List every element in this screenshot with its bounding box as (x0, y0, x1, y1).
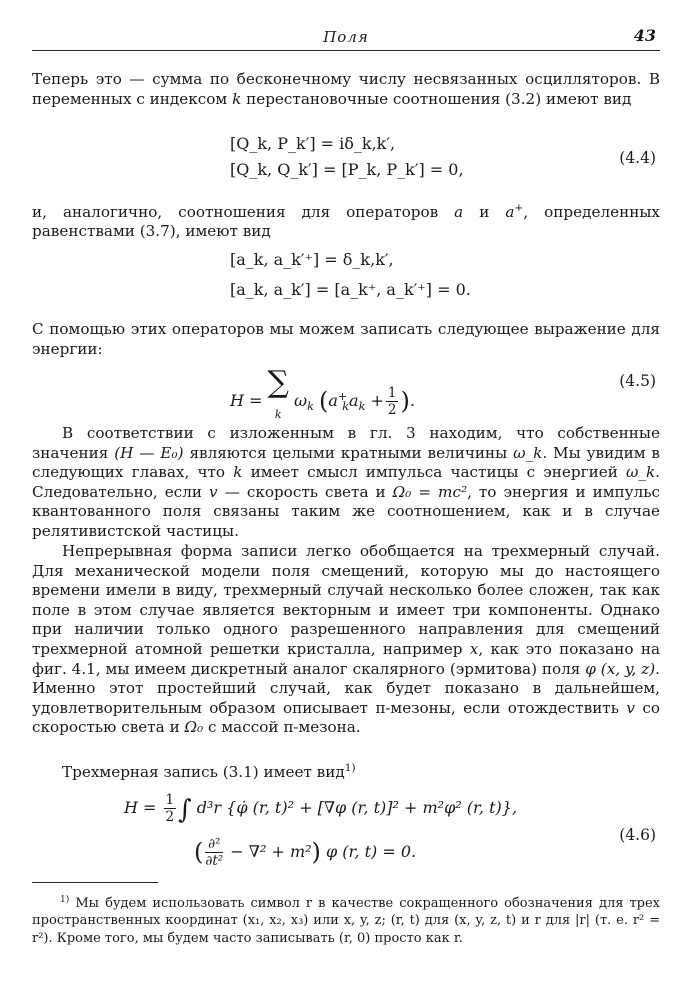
fraction-numerator: 1 (165, 792, 175, 808)
text-run: Трехмерная запись (3.1) имеет вид (62, 762, 345, 781)
sum-operator (268, 366, 289, 428)
equation-number-4-6: (4.6) (619, 826, 656, 844)
math-k: k (232, 89, 242, 108)
math-v: v (209, 482, 218, 501)
paragraph-operators (32, 198, 660, 242)
footnote-mark: 1) (60, 895, 70, 905)
text-run: В соответствии с изложенным в гл. 3 находим, что собственные значения (32, 424, 660, 462)
sum-index: k (274, 408, 282, 421)
equation-4-4-line2: [Q_k, Q_k′] = [P_k, P_k′] = 0, (230, 160, 464, 179)
math-omega-k: ω_k (513, 443, 543, 462)
paragraph-three-dimensional (32, 542, 660, 738)
text-run: . Именно этот простейший случай, как будет показано в дальнейшем, удовлетворительным образом описывает π-мезоны, если отождествить (32, 659, 660, 717)
text-run: со скоростью света и (32, 698, 661, 737)
math-omega0: Ω₀ (184, 718, 204, 737)
equation-4-4-line1: [Q_k, P_k′] = iδ_k,k′, (230, 134, 396, 153)
equation-number-4-5: (4.5) (619, 372, 656, 390)
equation-number-4-4: (4.4) (619, 149, 656, 167)
math-hamiltonian-density: d³r {φ̇ (r, t)² + [∇φ (r, t)]² + m²φ² (r, t)}, (196, 798, 518, 817)
math-a: a (454, 202, 464, 221)
equation-commutator-line2: [a_k, a_k′] = [a_k⁺, a_k′⁺] = 0. (230, 280, 471, 299)
math-phi-xyz: φ (x, y, z) (585, 659, 656, 678)
fraction-one-half (164, 792, 177, 825)
math-paren: ) (400, 387, 410, 415)
footnote-text: Мы будем использовать символ r в качестве сокращенного обозначения для трех пространственных координат (x₁, x₂, x₃) или x, y, z; (r, t) для (x, y, z, t) и r для |r| (т. е. r² = r²). Кроме того, мы будем часто записывать (r, 0) просто как r. (32, 896, 660, 946)
text-run: Теперь это — сумма по бесконечному числу несвязанных осцилляторов. В переменных с индексом (32, 70, 660, 108)
math-paren: ( (318, 387, 329, 415)
footnote (32, 892, 660, 947)
math-equals: = (137, 798, 162, 817)
fraction-one-half (386, 385, 399, 418)
math-plus-superscript: + (514, 201, 524, 214)
text-run: и, аналогично, соотношения для операторов (32, 202, 455, 221)
fraction-denominator: 2 (165, 809, 175, 825)
math-omega-k: ω_k (625, 463, 656, 482)
paragraph-eigenvalues (32, 424, 660, 542)
equation-4-5: H = ∑ k $\omega_k$ ($a^+_ka_k$ + $\frac{1}{2}$ ). (230, 366, 415, 428)
text-run: — скорость света и (217, 482, 393, 501)
text-run: , то энергия и импульс квантованного поля связаны таким же соотношением, как и в случае релятивистской частицы. (32, 482, 660, 540)
math-operator: − ∇² + m² (225, 842, 312, 861)
fraction-d2-dt2 (205, 836, 223, 869)
math-k: k (233, 463, 243, 482)
text-run: , как это показано на фиг. 4.1, мы имеем дискретный аналог скалярного (эрмитова) поля (32, 639, 660, 678)
sum-sign: ∑ (267, 365, 289, 400)
math-H-minus-E0: (H — E₀) (114, 443, 184, 462)
text-run: перестановочные соотношения (3.2) имеют вид (241, 89, 632, 108)
page-header (32, 26, 660, 51)
paragraph-energy: С помощью этих операторов мы можем записать следующее выражение для энергии: (32, 320, 660, 358)
math-H: H (124, 798, 138, 817)
text-run: . Следовательно, если (32, 463, 660, 501)
running-title: Поля (323, 28, 369, 46)
fraction-denominator: ∂t² (205, 853, 224, 869)
math-H: H (230, 391, 244, 410)
text-run: имеет смысл импульса частицы с энергией (242, 463, 626, 482)
fraction-numerator: ∂² (205, 836, 223, 853)
paragraph-oscillators (32, 70, 660, 109)
math-term: $a^+_ka_k$ (328, 389, 366, 413)
math-a-plus: a (505, 202, 515, 221)
math-paren: ( (194, 838, 204, 866)
math-omega0-mc2: Ω₀ = mc² (392, 482, 468, 501)
equation-4-6-line1 (124, 790, 517, 828)
text-run: Непрерывная форма записи легко обобщается на трехмерный случай. Для механической модели поля смещений, которую мы до настоящего времени имели в виду, трехмерный случай несколько более сложен, так как поле в этом случае является векторным и имеет три компоненты. Однако при наличии только одного разрешенного направления для смещений трехмерной атомной решетки кристалла, например (32, 542, 660, 658)
text-run: с массой π-мезона. (203, 718, 361, 737)
text-run: являются целыми кратными величины (183, 443, 514, 462)
page-number: 43 (633, 26, 656, 45)
text-run: . Мы увидим в следующих главах, что (32, 443, 660, 482)
math-x: x (469, 639, 479, 658)
equation-commutator-line1: [a_k, a_k′⁺] = δ_k,k′, (230, 250, 394, 269)
footnote-reference: 1) (344, 761, 356, 774)
fraction-numerator: 1 (387, 385, 397, 401)
text-run: и (463, 202, 506, 221)
equation-4-6-line2 (194, 834, 416, 870)
math-omega-k: $\omega_k$ (294, 391, 314, 413)
footnote-rule (32, 882, 158, 883)
math-v: v (626, 698, 635, 717)
text-run: , определенных равенствами (3.7), имеют вид (32, 202, 660, 241)
math-field-equation: φ (r, t) = 0. (320, 842, 417, 861)
math-equals: = (243, 391, 268, 410)
math-paren: ) (311, 838, 321, 866)
paragraph-3d-form (32, 758, 660, 782)
integral-sign: ∫ (178, 795, 192, 825)
fraction-denominator: 2 (387, 402, 397, 418)
